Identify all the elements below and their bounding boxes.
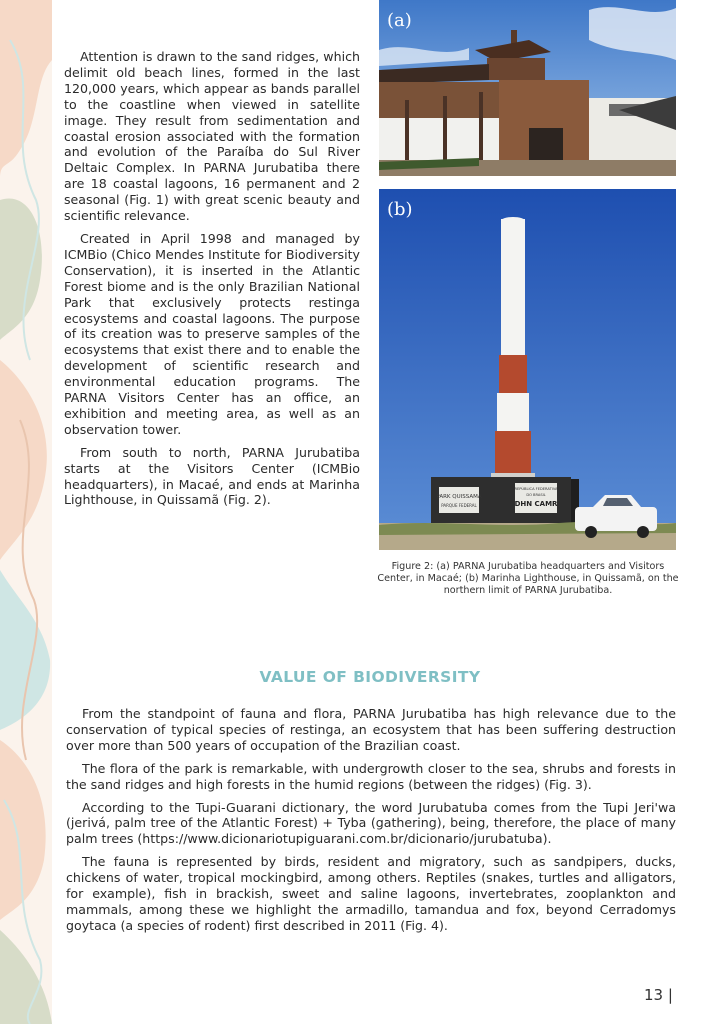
paragraph-fauna-flora: From the standpoint of fauna and flora, PARNA Jurubatiba has high relevance due to the conservation of typical species of restinga, an ecosystem that has been suffering destruction over more than 500 years of occupation of the Brazilian coast. [66, 706, 676, 753]
photo-headquarters [379, 0, 676, 176]
section-heading: VALUE OF BIODIVERSITY [259, 668, 481, 686]
paragraph-flora: The flora of the park is remarkable, with undergrowth closer to the sea, shrubs and forests in the sand ridges and high forests in the humid regions (between the ridges) (Fig. 3). [66, 760, 676, 792]
paragraph-tupi-guarani: According to the Tupi-Guarani dictionary, the word Jurubatuba comes from the Tupi Jeri'wa (jerivá, palm tree of the Atlantic Forest) + Tyba (gathering), being, therefore, the place of many palm trees (https://www.dicionariotupiguarani.com.br/dicionario/jurubatuba). [66, 799, 676, 847]
paragraph-sand-ridges: Attention is drawn to the sand ridges, which delimit old beach lines, formed in the last 120,000 years, which appear as bands parallel to the coastline when viewed in satellite image. They result from sedimentation and coastal erosion associated with the formation and evolution of the Paraíba do Sul River Deltaic Complex. In PARNA Jurubatiba there are 18 coastal lagoons, 16 permanent and 2 seasonal (Fig. 1) with great scenic beauty and scientific relevance. [64, 49, 360, 224]
photo-label-b: (b) [387, 199, 413, 220]
page-number: 13 | [644, 986, 673, 1004]
sign-right-line1: REPÚBLICA FEDERATIVA [514, 487, 558, 491]
sign-right-line3: DHN CAMR [514, 500, 558, 508]
photo-lighthouse [379, 189, 676, 550]
paragraph-south-to-north: From south to north, PARNA Jurubatiba starts at the Visitors Center (ICMBio headquarters), in Macaé, and ends at Marinha Lighthouse, in Quissamã (Fig. 2). [64, 444, 360, 508]
photo-label-a: (a) [387, 10, 412, 31]
sign-right-line2: DO BRASIL [526, 493, 546, 497]
sign-left-line2: PARQUE FEDERAL [441, 503, 477, 508]
left-column-text [64, 49, 360, 515]
paragraph-created-1998: Created in April 1998 and managed by ICMBio (Chico Mendes Institute for Biodiversity Conservation), it is inserted in the Atlantic Forest biome and is the only Brazilian National Park that exclusively protects restinga ecosystems and coastal lagoons. The purpose of its creation was to preserve samples of the ecosystems that exist there and to enable the development of scientific research and environmental education programs. The PARNA Visitors Center has an office, an exhibition and meeting area, as well as an observation tower. [64, 230, 360, 437]
decorative-border [0, 0, 52, 1024]
sign-left-line1: PARK QUISSAMA [436, 494, 482, 500]
paragraph-fauna: The fauna is represented by birds, resident and migratory, such as sandpipers, ducks, chickens of water, tropical mockingbird, among others. Reptiles (snakes, turtles and alligators, for example), fish in brackish, sweet and saline lagoons, invertebrates, zooplankton and mammals, among these we highlight the armadillo, tamandua and fox, beyond Cerradomys goytaca (a species of rodent) first described in 2011 (Fig. 4). [66, 854, 676, 933]
biodiversity-text [66, 706, 676, 941]
figure-caption: Figure 2: (a) PARNA Jurubatiba headquarters and Visitors Center, in Macaé; (b) Marinha Lighthouse, in Quissamã, on the northern limit of PARNA Jurubatiba. [377, 561, 679, 596]
